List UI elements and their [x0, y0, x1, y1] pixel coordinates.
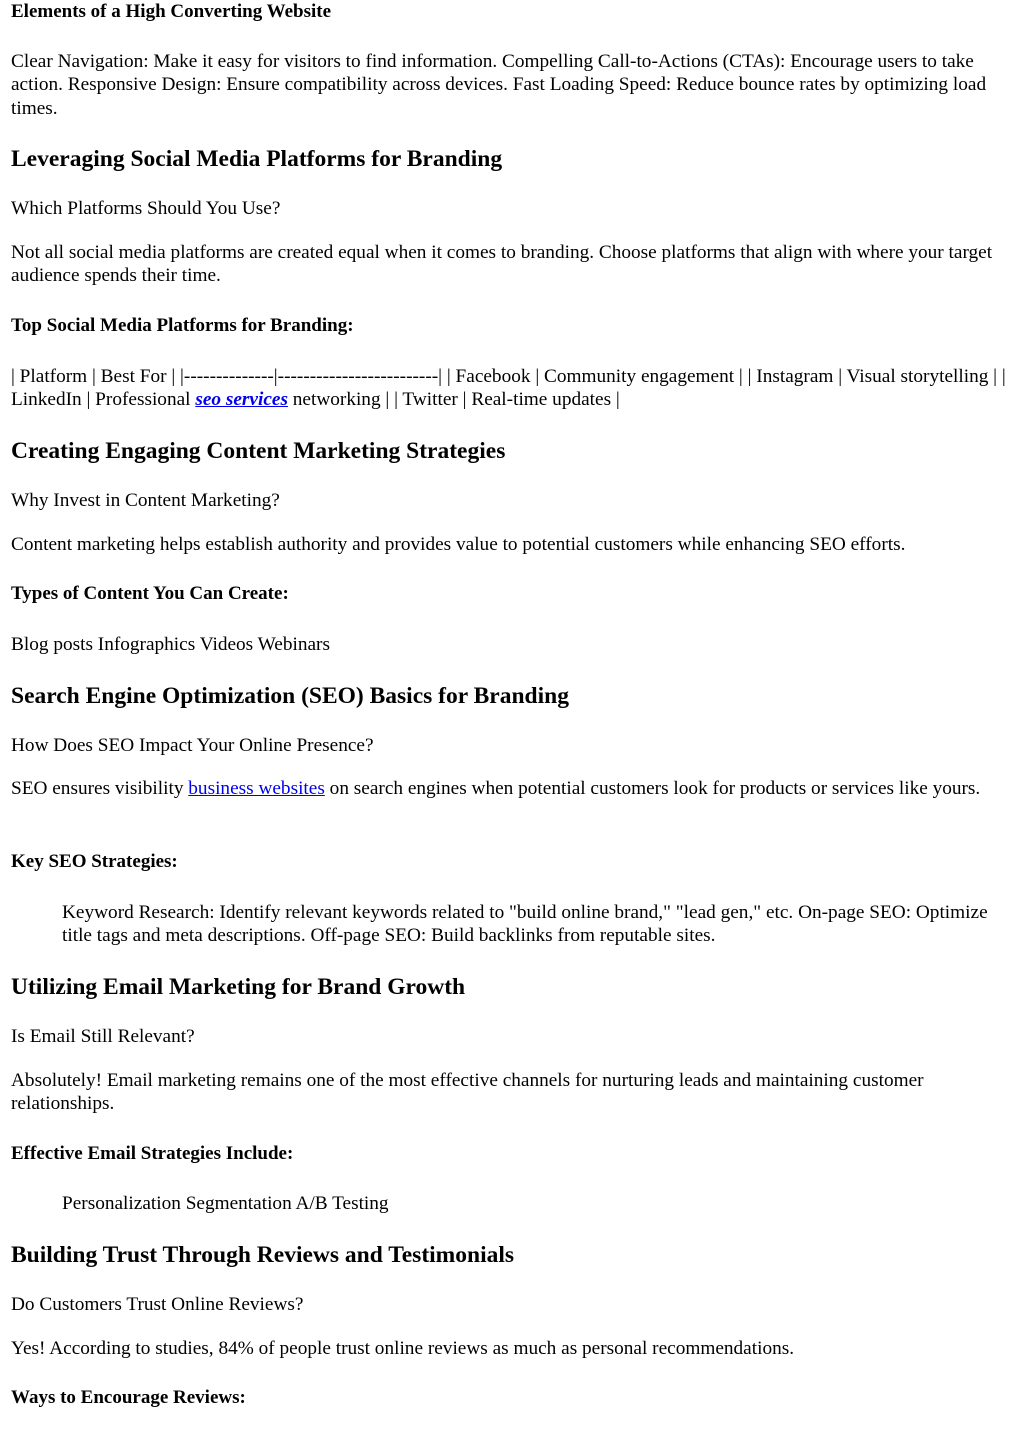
social-heading: Leveraging Social Media Platforms for Branding [11, 146, 503, 172]
content-heading: Creating Engaging Content Marketing Strategies [11, 438, 506, 464]
business-websites-link[interactable]: business websites [188, 778, 325, 799]
social-table-before: | Platform | Best For | |--------------|-------------------------| | Facebook | Community engagement | | Instagram | Visual storytelling | | LinkedIn | Professional [11, 366, 1006, 411]
social-table-text [11, 365, 1011, 412]
social-top-title: Top Social Media Platforms for Branding: [11, 315, 354, 336]
elements-title: Elements of a High Converting Website [11, 1, 332, 22]
content-types-text: Blog posts Infographics Videos Webinars [11, 634, 330, 655]
content-paragraph: Content marketing helps establish authority and provides value to potential customers while enhancing SEO efforts. [11, 534, 906, 555]
social-table-after: networking | | Twitter | Real-time updates | [287, 389, 620, 411]
social-question: Which Platforms Should You Use? [11, 198, 281, 219]
trust-ways-title: Ways to Encourage Reviews: [11, 1387, 246, 1408]
content-types-title: Types of Content You Can Create: [11, 583, 289, 604]
email-heading: Utilizing Email Marketing for Brand Growth [11, 974, 466, 1000]
trust-heading: Building Trust Through Reviews and Testimonials [11, 1242, 515, 1268]
content-question: Why Invest in Content Marketing? [11, 490, 280, 511]
elements-paragraph: Clear Navigation: Make it easy for visitors to find information. Compelling Call-to-Actions (CTAs): Encourage users to take action. Responsive Design: Ensure compatibility across devices. Fast Loading Speed: Reduce bounce rates by optimizing load times. [11, 51, 987, 119]
seo-key-text: Keyword Research: Identify relevant keywords related to "build online brand," "lead gen," etc. On-page SEO: Optimize title tags and meta descriptions. Off-page SEO: Build backlinks from reputable sites. [62, 902, 988, 947]
email-paragraph: Absolutely! Email marketing remains one of the most effective channels for nurturing leads and maintaining customer relationships. [11, 1070, 924, 1115]
seo-heading: Search Engine Optimization (SEO) Basics for Branding [11, 683, 569, 709]
seo-key-blockquote [62, 901, 1002, 948]
email-question: Is Email Still Relevant? [11, 1026, 195, 1047]
seo-paragraph [11, 777, 1011, 800]
seo-text-after: on search engines when potential customers look for products or services like yours. [324, 778, 981, 799]
seo-text-before: SEO ensures visibility [11, 778, 189, 799]
trust-question: Do Customers Trust Online Reviews? [11, 1294, 304, 1315]
seo-key-title: Key SEO Strategies: [11, 851, 178, 872]
email-strategies-blockquote [62, 1192, 1002, 1215]
trust-paragraph: Yes! According to studies, 84% of people trust online reviews as much as personal recommendations. [11, 1338, 795, 1359]
email-strategies-text: Personalization Segmentation A/B Testing [62, 1193, 389, 1214]
seo-question: How Does SEO Impact Your Online Presence? [11, 735, 374, 756]
seo-services-link[interactable]: seo services [195, 389, 288, 411]
email-strategies-title: Effective Email Strategies Include: [11, 1143, 294, 1164]
social-paragraph: Not all social media platforms are created equal when it comes to branding. Choose platforms that align with where your target audience spends their time. [11, 242, 993, 287]
